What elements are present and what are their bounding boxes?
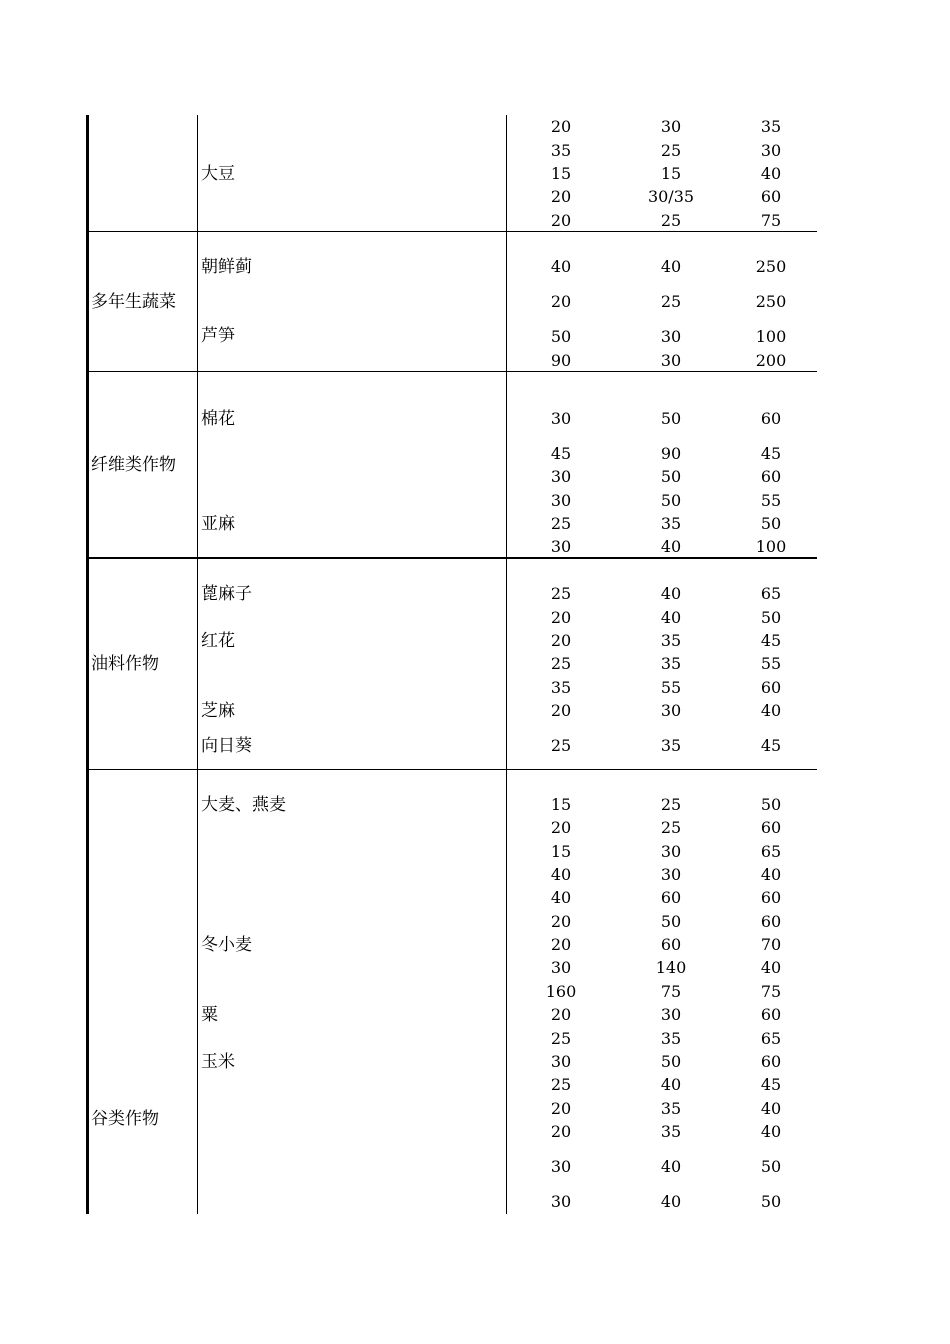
value-cell: 35 bbox=[660, 1099, 682, 1118]
section-separator bbox=[88, 371, 817, 372]
value-cell: 60 bbox=[760, 888, 782, 907]
value-cell: 40 bbox=[550, 888, 572, 907]
value-cell: 65 bbox=[760, 584, 782, 603]
value-cell: 20 bbox=[550, 117, 572, 136]
value-cell: 25 bbox=[660, 211, 682, 230]
value-cell: 45 bbox=[760, 444, 782, 463]
value-cell: 60 bbox=[760, 409, 782, 428]
value-cell: 40 bbox=[760, 1122, 782, 1141]
value-cell: 45 bbox=[550, 444, 572, 463]
value-cell: 90 bbox=[660, 444, 682, 463]
value-cell: 30 bbox=[660, 842, 682, 861]
value-cell: 30/35 bbox=[647, 187, 695, 206]
value-cell: 40 bbox=[760, 958, 782, 977]
value-cell: 35 bbox=[760, 117, 782, 136]
value-cell: 50 bbox=[660, 491, 682, 510]
value-cell: 20 bbox=[550, 187, 572, 206]
value-cell: 100 bbox=[755, 327, 787, 346]
value-cell: 25 bbox=[660, 141, 682, 160]
value-cell: 35 bbox=[660, 736, 682, 755]
value-cell: 15 bbox=[550, 164, 572, 183]
value-cell: 25 bbox=[660, 795, 682, 814]
value-cell: 20 bbox=[550, 631, 572, 650]
value-cell: 20 bbox=[550, 1005, 572, 1024]
value-cell: 40 bbox=[660, 608, 682, 627]
value-cell: 40 bbox=[550, 257, 572, 276]
value-cell: 30 bbox=[550, 467, 572, 486]
value-cell: 50 bbox=[760, 1157, 782, 1176]
value-cell: 60 bbox=[760, 1052, 782, 1071]
value-cell: 65 bbox=[760, 1029, 782, 1048]
value-cell: 35 bbox=[660, 514, 682, 533]
value-cell: 30 bbox=[550, 1192, 572, 1211]
value-cell: 60 bbox=[760, 912, 782, 931]
value-cell: 55 bbox=[660, 678, 682, 697]
value-cell: 15 bbox=[550, 842, 572, 861]
crop-label: 棉花 bbox=[201, 409, 235, 429]
value-cell: 40 bbox=[660, 1075, 682, 1094]
category-label: 多年生蔬菜 bbox=[91, 292, 176, 312]
crop-label: 大豆 bbox=[201, 164, 235, 184]
value-cell: 25 bbox=[550, 1075, 572, 1094]
value-cell: 40 bbox=[660, 257, 682, 276]
crop-label: 芝麻 bbox=[201, 701, 235, 721]
section-separator bbox=[88, 557, 817, 559]
value-cell: 60 bbox=[760, 187, 782, 206]
value-cell: 45 bbox=[760, 631, 782, 650]
value-cell: 50 bbox=[760, 1192, 782, 1211]
value-cell: 25 bbox=[550, 736, 572, 755]
value-cell: 30 bbox=[660, 327, 682, 346]
value-cell: 20 bbox=[550, 1099, 572, 1118]
value-cell: 60 bbox=[760, 467, 782, 486]
value-cell: 50 bbox=[660, 1052, 682, 1071]
value-cell: 250 bbox=[755, 257, 787, 276]
value-cell: 40 bbox=[550, 865, 572, 884]
value-cell: 20 bbox=[550, 1122, 572, 1141]
value-cell: 40 bbox=[760, 164, 782, 183]
value-cell: 60 bbox=[760, 1005, 782, 1024]
value-cell: 25 bbox=[550, 1029, 572, 1048]
value-cell: 25 bbox=[550, 584, 572, 603]
crop-label: 大麦、燕麦 bbox=[201, 795, 286, 815]
crop-label: 玉米 bbox=[201, 1052, 235, 1072]
value-cell: 70 bbox=[760, 935, 782, 954]
value-cell: 100 bbox=[755, 537, 787, 556]
value-cell: 45 bbox=[760, 736, 782, 755]
value-cell: 35 bbox=[550, 678, 572, 697]
value-cell: 40 bbox=[660, 584, 682, 603]
value-cell: 30 bbox=[660, 351, 682, 370]
crop-label: 向日葵 bbox=[201, 736, 252, 756]
table-left-border bbox=[86, 115, 89, 1214]
crop-label: 红花 bbox=[201, 631, 235, 651]
crop-label: 亚麻 bbox=[201, 514, 235, 534]
value-cell: 75 bbox=[760, 982, 782, 1001]
crop-label: 朝鲜蓟 bbox=[201, 257, 252, 277]
value-cell: 20 bbox=[550, 701, 572, 720]
value-cell: 25 bbox=[550, 514, 572, 533]
value-cell: 160 bbox=[545, 982, 577, 1001]
value-cell: 75 bbox=[760, 211, 782, 230]
value-cell: 30 bbox=[660, 1005, 682, 1024]
value-cell: 40 bbox=[760, 865, 782, 884]
value-cell: 200 bbox=[755, 351, 787, 370]
crop-label: 芦笋 bbox=[201, 326, 235, 346]
value-cell: 60 bbox=[660, 935, 682, 954]
value-cell: 40 bbox=[660, 537, 682, 556]
value-cell: 50 bbox=[760, 795, 782, 814]
value-cell: 90 bbox=[550, 351, 572, 370]
value-cell: 50 bbox=[760, 608, 782, 627]
crop-label: 冬小麦 bbox=[201, 935, 252, 955]
value-cell: 20 bbox=[550, 935, 572, 954]
value-cell: 35 bbox=[660, 1122, 682, 1141]
crop-label: 粟 bbox=[201, 1005, 218, 1025]
value-cell: 40 bbox=[760, 1099, 782, 1118]
value-cell: 60 bbox=[760, 678, 782, 697]
value-cell: 60 bbox=[660, 888, 682, 907]
value-cell: 30 bbox=[550, 958, 572, 977]
value-cell: 35 bbox=[660, 631, 682, 650]
value-cell: 40 bbox=[660, 1157, 682, 1176]
value-cell: 65 bbox=[760, 842, 782, 861]
value-cell: 45 bbox=[760, 1075, 782, 1094]
value-cell: 35 bbox=[550, 141, 572, 160]
value-cell: 250 bbox=[755, 292, 787, 311]
value-cell: 50 bbox=[660, 467, 682, 486]
value-cell: 15 bbox=[550, 795, 572, 814]
value-cell: 30 bbox=[660, 865, 682, 884]
column-divider-values bbox=[506, 115, 507, 1214]
value-cell: 20 bbox=[550, 292, 572, 311]
value-cell: 30 bbox=[660, 117, 682, 136]
value-cell: 50 bbox=[660, 409, 682, 428]
section-separator bbox=[88, 769, 817, 770]
value-cell: 20 bbox=[550, 818, 572, 837]
value-cell: 50 bbox=[550, 327, 572, 346]
value-cell: 140 bbox=[655, 958, 687, 977]
value-cell: 20 bbox=[550, 608, 572, 627]
category-label: 纤维类作物 bbox=[91, 455, 176, 475]
value-cell: 30 bbox=[550, 537, 572, 556]
value-cell: 25 bbox=[660, 292, 682, 311]
section-separator bbox=[88, 231, 817, 232]
value-cell: 35 bbox=[660, 654, 682, 673]
category-label: 油料作物 bbox=[91, 654, 159, 674]
value-cell: 30 bbox=[660, 701, 682, 720]
value-cell: 75 bbox=[660, 982, 682, 1001]
value-cell: 20 bbox=[550, 912, 572, 931]
value-cell: 30 bbox=[550, 1052, 572, 1071]
value-cell: 40 bbox=[660, 1192, 682, 1211]
value-cell: 40 bbox=[760, 701, 782, 720]
value-cell: 30 bbox=[550, 409, 572, 428]
value-cell: 35 bbox=[660, 1029, 682, 1048]
value-cell: 60 bbox=[760, 818, 782, 837]
value-cell: 50 bbox=[660, 912, 682, 931]
value-cell: 50 bbox=[760, 514, 782, 533]
value-cell: 30 bbox=[550, 491, 572, 510]
value-cell: 55 bbox=[760, 491, 782, 510]
value-cell: 15 bbox=[660, 164, 682, 183]
column-divider-crop bbox=[197, 115, 198, 1214]
value-cell: 30 bbox=[760, 141, 782, 160]
value-cell: 55 bbox=[760, 654, 782, 673]
category-label: 谷类作物 bbox=[91, 1109, 159, 1129]
value-cell: 20 bbox=[550, 211, 572, 230]
value-cell: 25 bbox=[660, 818, 682, 837]
value-cell: 30 bbox=[550, 1157, 572, 1176]
crop-label: 蓖麻子 bbox=[201, 584, 252, 604]
value-cell: 25 bbox=[550, 654, 572, 673]
